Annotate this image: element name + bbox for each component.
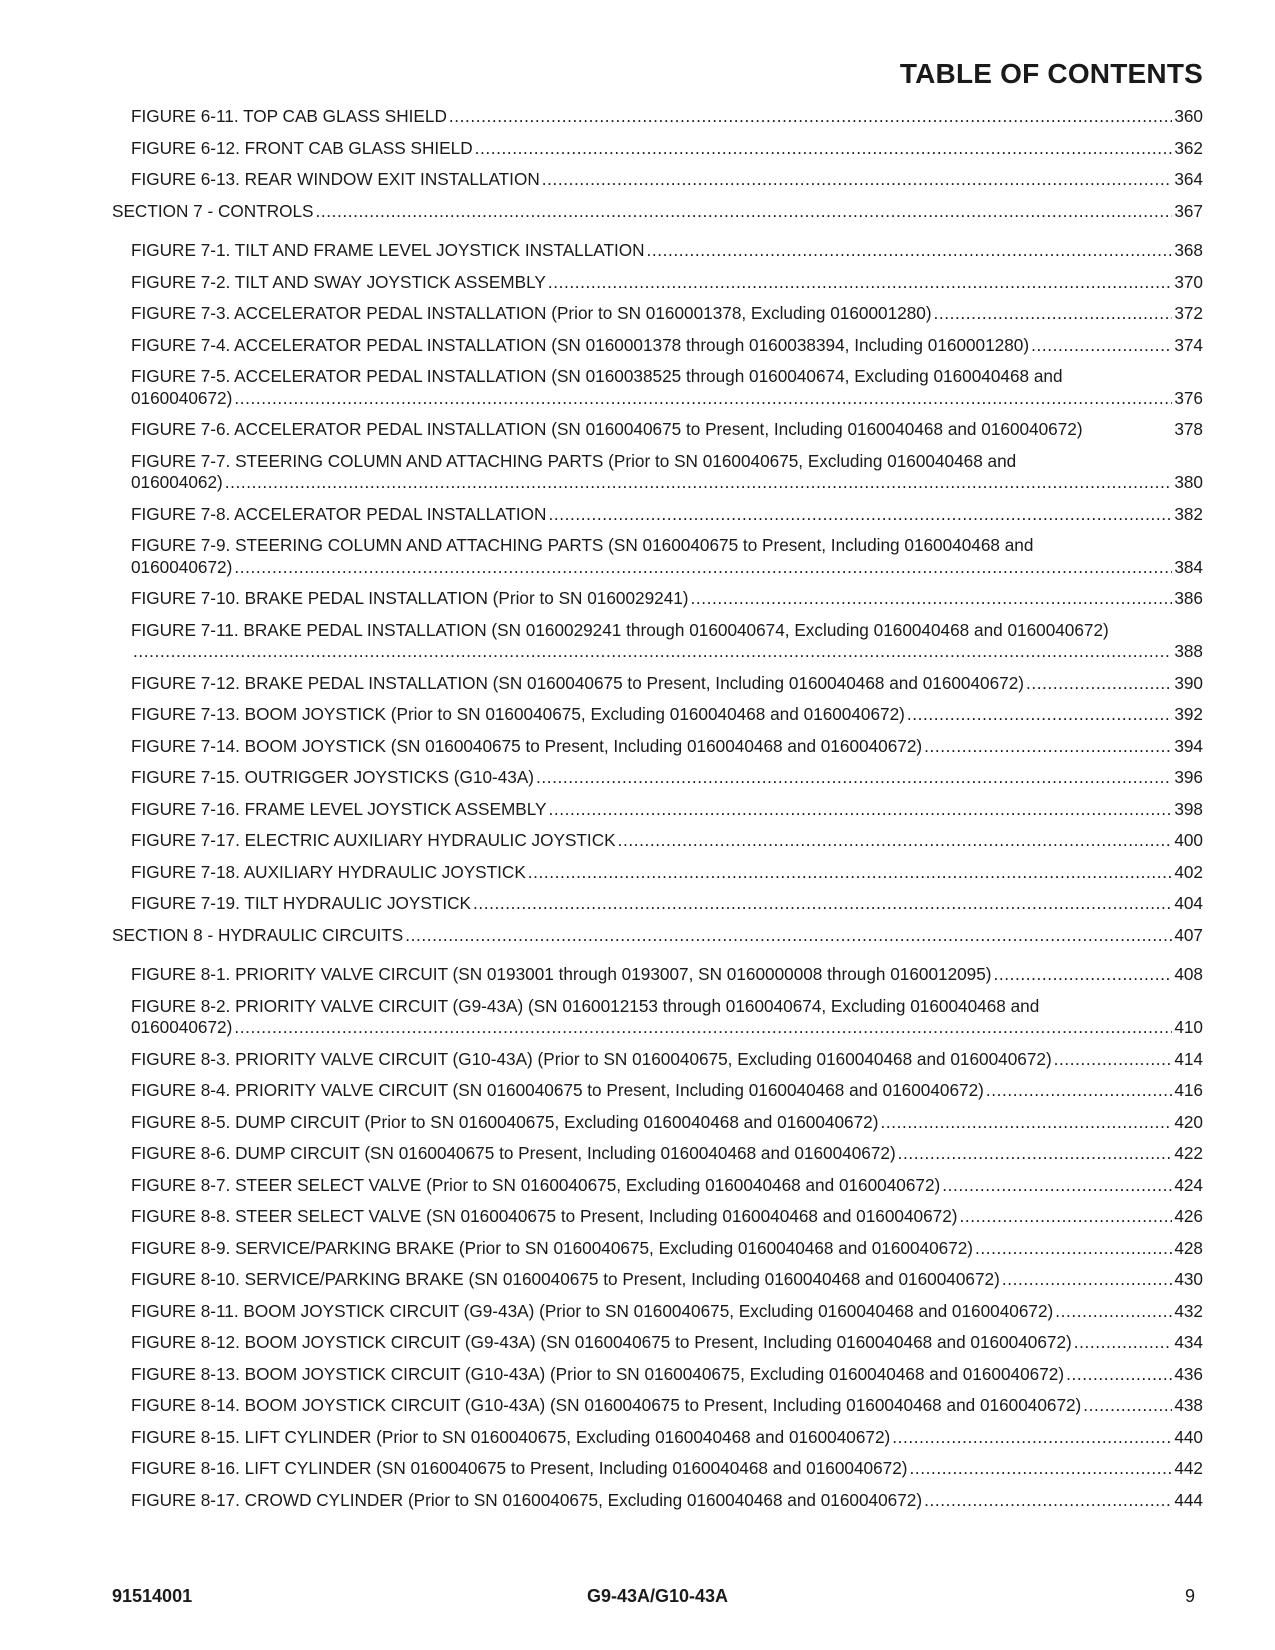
toc-entry-line [131,620,1203,642]
toc-figure-entry[interactable] [112,736,1203,758]
toc-entry-line [131,1364,1203,1386]
toc-figure-entry[interactable] [112,1458,1203,1480]
dot-leader [548,272,1172,294]
toc-entry-title: FIGURE 7-6. ACCELERATOR PEDAL INSTALLATION (SN 0160040675 to Present, Including 0160040468 and 0160040672) [131,419,1083,439]
toc-entry-title: FIGURE 8-16. LIFT CYLINDER (SN 0160040675 to Present, Including 0160040468 and 0160040672) [131,1458,908,1478]
model-name: G9-43A/G10-43A [586,1586,729,1606]
toc-page-number: 402 [1174,861,1203,882]
toc-entry-title: FIGURE 8-2. PRIORITY VALVE CIRCUIT (G9-43A) (SN 0160012153 through 0160040674, Excluding 0160040468 and [131,995,1040,1016]
toc-page-number: 414 [1174,1048,1203,1069]
toc-entry-line [131,240,1203,262]
toc-entry-title: 0160040672) [131,1017,233,1037]
toc-page-number: 364 [1174,169,1203,189]
toc-entry-title: FIGURE 6-11. TOP CAB GLASS SHIELD [131,106,447,126]
toc-page-number: 380 [1174,472,1203,492]
toc-page-number: 376 [1174,387,1203,408]
toc-entry-line [131,303,1203,325]
page-number: 9 [1184,1586,1195,1606]
toc-entry-line [131,964,1203,986]
dot-leader [234,1017,1172,1039]
toc-entry-line [131,504,1203,526]
toc-figure-entry[interactable] [112,1427,1203,1449]
toc-entry-line [131,1332,1203,1354]
toc-figure-entry[interactable] [112,272,1203,294]
toc-page-number: 420 [1174,1111,1203,1132]
dot-leader [986,1080,1172,1102]
dot-leader [225,472,1173,494]
toc-figure-entry[interactable] [112,535,1203,578]
dot-leader [234,388,1172,410]
toc-figure-entry[interactable] [112,106,1203,128]
toc-entry-title: FIGURE 8-9. SERVICE/PARKING BRAKE (Prior to SN 0160040675, Excluding 0160040468 and 0160040672) [131,1237,974,1258]
toc-entry-line [131,557,1203,579]
page-title: TABLE OF CONTENTS [899,58,1203,89]
toc-entry-title: FIGURE 8-13. BOOM JOYSTICK CIRCUIT (G10-43A) (Prior to SN 0160040675, Excluding 0160040468 and 0160040672) [131,1363,1065,1384]
toc-entry-title: FIGURE 7-3. ACCELERATOR PEDAL INSTALLATION (Prior to SN 0160001378, Excluding 0160001280) [131,303,932,323]
dot-leader [924,736,1172,758]
toc-page-number: 426 [1174,1206,1203,1226]
toc-page-number: 374 [1174,334,1203,355]
dot-leader [924,1490,1172,1512]
toc-figure-entry[interactable] [112,1049,1203,1071]
dot-leader [1002,1269,1172,1291]
table-of-contents [112,106,1203,1521]
dot-leader [449,106,1172,128]
toc-figure-entry[interactable] [112,1238,1203,1260]
dot-leader [1074,1332,1173,1354]
toc-page-number: 386 [1174,588,1203,608]
toc-page-number: 424 [1174,1174,1203,1195]
toc-page-number: 392 [1174,704,1203,724]
toc-entry-title: FIGURE 8-17. CROWD CYLINDER (Prior to SN 0160040675, Excluding 0160040468 and 0160040672) [131,1489,923,1510]
toc-entry-title: FIGURE 7-7. STEERING COLUMN AND ATTACHING PARTS (Prior to SN 0160040675, Excluding 0160040468 and [131,450,1017,471]
document-number: 91514001 [112,1586,193,1606]
toc-entry-line [131,996,1203,1018]
toc-page-number: 378 [1174,419,1203,439]
dot-leader [942,1175,1172,1197]
toc-entry-title: 016004062) [131,472,223,492]
toc-entry-line [131,1080,1203,1102]
toc-page-number: 370 [1174,271,1203,292]
dot-leader [548,504,1172,526]
toc-figure-entry[interactable] [112,1301,1203,1323]
toc-page-number: 410 [1174,1017,1203,1037]
toc-entry-line [131,535,1203,557]
toc-page-number: 444 [1174,1489,1203,1510]
toc-page-number: 407 [1174,924,1203,945]
toc-page-number: 436 [1174,1363,1203,1384]
toc-figure-entry[interactable] [112,335,1203,357]
toc-entry-title: FIGURE 8-8. STEER SELECT VALVE (SN 0160040675 to Present, Including 0160040468 and 0160040672) [131,1206,958,1226]
toc-entry-line [131,472,1203,494]
toc-entry-line [131,1490,1203,1512]
dot-leader [880,1112,1172,1134]
toc-entry-title: FIGURE 7-16. FRAME LEVEL JOYSTICK ASSEMBLY [131,798,547,819]
toc-page-number: 360 [1174,106,1203,126]
toc-page-number: 367 [1174,200,1203,221]
toc-entry-title: FIGURE 7-1. TILT AND FRAME LEVEL JOYSTICK INSTALLATION [131,240,645,260]
dot-leader [907,704,1172,726]
toc-page-number: 432 [1174,1300,1203,1321]
toc-entry-title: FIGURE 8-5. DUMP CIRCUIT (Prior to SN 0160040675, Excluding 0160040468 and 0160040672) [131,1111,879,1132]
toc-entry-title: FIGURE 8-12. BOOM JOYSTICK CIRCUIT (G9-43A) (SN 0160040675 to Present, Including 0160040468 and 0160040672) [131,1332,1072,1352]
toc-entry-title: FIGURE 7-17. ELECTRIC AUXILIARY HYDRAULIC JOYSTICK [131,830,616,850]
toc-entry-title: FIGURE 6-12. FRONT CAB GLASS SHIELD [131,137,473,158]
toc-entry-title: FIGURE 7-12. BRAKE PEDAL INSTALLATION (SN 0160040675 to Present, Including 0160040468 and 0160040672) [131,672,1025,693]
dot-leader [647,240,1173,262]
toc-figure-entry[interactable] [112,620,1203,663]
dot-leader [1083,1395,1172,1417]
dot-leader [691,588,1173,610]
toc-page-number: 430 [1174,1269,1203,1289]
toc-page-number: 396 [1174,767,1203,787]
toc-entry-title: FIGURE 7-13. BOOM JOYSTICK (Prior to SN 0160040675, Excluding 0160040468 and 0160040672) [131,704,905,724]
toc-page-number: 428 [1174,1237,1203,1258]
toc-page-number: 440 [1174,1426,1203,1447]
toc-entry-line [131,1049,1203,1071]
dot-leader [1026,673,1172,695]
dot-leader [892,1427,1172,1449]
toc-entry-line [131,366,1203,388]
toc-entry-title: 0160040672) [131,556,233,577]
toc-figure-entry[interactable] [112,1395,1203,1417]
toc-page-number: 398 [1174,798,1203,819]
dot-leader [316,201,1173,223]
dot-leader [618,830,1173,852]
dot-leader [542,169,1173,191]
toc-figure-entry[interactable] [112,862,1203,884]
dot-leader [473,893,1172,915]
toc-entry-line [131,1175,1203,1197]
dot-leader [536,767,1172,789]
toc-entry-title: FIGURE 7-9. STEERING COLUMN AND ATTACHING PARTS (SN 0160040675 to Present, Including 0160040468 and [131,535,1034,555]
toc-page-number: 416 [1174,1080,1203,1100]
toc-page-number: 362 [1174,137,1203,158]
toc-figure-entry[interactable] [112,303,1203,325]
toc-figure-entry[interactable] [112,1332,1203,1354]
toc-entry-title: FIGURE 7-18. AUXILIARY HYDRAULIC JOYSTICK [131,861,526,882]
toc-entry-title: FIGURE 7-8. ACCELERATOR PEDAL INSTALLATION [131,503,547,524]
toc-entry-line [131,138,1203,160]
toc-figure-entry[interactable] [112,1269,1203,1291]
toc-figure-entry[interactable] [112,767,1203,789]
toc-figure-entry[interactable] [112,704,1203,726]
toc-figure-entry[interactable] [112,1490,1203,1512]
dot-leader [1031,335,1172,357]
toc-figure-entry[interactable] [112,799,1203,821]
dot-leader [1066,1364,1172,1386]
dot-leader [898,1143,1173,1165]
toc-figure-entry[interactable] [112,138,1203,160]
toc-page-number: 404 [1174,893,1203,913]
toc-entry-title: FIGURE 7-19. TILT HYDRAULIC JOYSTICK [131,893,472,913]
toc-figure-entry[interactable] [112,419,1203,441]
toc-entry-title: FIGURE 8-15. LIFT CYLINDER (Prior to SN 0160040675, Excluding 0160040468 and 0160040672) [131,1426,891,1447]
toc-entry-line [131,1301,1203,1323]
toc-entry-line [131,736,1203,758]
toc-entry-line [131,419,1203,441]
toc-figure-entry[interactable] [112,451,1203,494]
toc-entry-line [131,1017,1203,1039]
toc-page-number: 422 [1174,1143,1203,1163]
toc-figure-entry[interactable] [112,673,1203,695]
toc-entry-line [112,201,1203,223]
toc-entry-line [131,1458,1203,1480]
toc-page-number: 384 [1174,556,1203,577]
toc-entry-line [131,335,1203,357]
toc-entry-line [131,641,1203,663]
toc-page-number: 372 [1174,303,1203,323]
toc-entry-line [131,673,1203,695]
toc-figure-entry[interactable] [112,588,1203,610]
toc-entry-title: FIGURE 8-7. STEER SELECT VALVE (Prior to SN 0160040675, Excluding 0160040468 and 0160040672) [131,1174,941,1195]
toc-page-number: 390 [1174,672,1203,693]
toc-entry-line [131,588,1203,610]
toc-figure-entry[interactable] [112,893,1203,915]
toc-figure-entry[interactable] [112,169,1203,191]
toc-entry-title: SECTION 8 - HYDRAULIC CIRCUITS [112,924,404,945]
dot-leader [405,925,1172,947]
toc-figure-entry[interactable] [112,504,1203,526]
toc-entry-title: FIGURE 8-6. DUMP CIRCUIT (SN 0160040675 to Present, Including 0160040468 and 0160040672) [131,1143,896,1163]
toc-entry-line [131,388,1203,410]
toc-page-number: 408 [1174,964,1203,984]
toc-entry-line [131,1143,1203,1165]
dot-leader [959,1206,1172,1228]
toc-entry-title: FIGURE 7-11. BRAKE PEDAL INSTALLATION (SN 0160029241 through 0160040674, Excluding 0160040468 and 0160040672) [131,619,1109,640]
toc-entry-title: FIGURE 8-14. BOOM JOYSTICK CIRCUIT (G10-43A) (SN 0160040675 to Present, Including 0160040468 and 0160040672) [131,1395,1082,1415]
toc-figure-entry[interactable] [112,996,1203,1039]
toc-figure-entry[interactable] [112,1112,1203,1134]
dot-leader [994,964,1173,986]
toc-page-number: 438 [1174,1395,1203,1415]
toc-entry-line [131,767,1203,789]
toc-figure-entry[interactable] [112,830,1203,852]
toc-entry-title: FIGURE 7-10. BRAKE PEDAL INSTALLATION (Prior to SN 0160029241) [131,588,689,608]
toc-entry-title: FIGURE 8-1. PRIORITY VALVE CIRCUIT (SN 0193001 through 0193007, SN 0160000008 through 0160012095) [131,964,992,984]
toc-figure-entry[interactable] [112,1364,1203,1386]
toc-entry-line [112,925,1203,947]
toc-section-entry[interactable] [112,201,1203,223]
toc-page-number: 382 [1174,503,1203,524]
dot-leader [909,1458,1172,1480]
toc-entry-title: FIGURE 8-3. PRIORITY VALVE CIRCUIT (G10-43A) (Prior to SN 0160040675, Excluding 0160040468 and 0160040672) [131,1048,1052,1069]
toc-entry-line [131,799,1203,821]
toc-entry-title: FIGURE 7-14. BOOM JOYSTICK (SN 0160040675 to Present, Including 0160040468 and 0160040672) [131,735,923,756]
toc-entry-line [131,1238,1203,1260]
dot-leader [234,557,1172,579]
toc-page-number: 368 [1174,240,1203,260]
page-footer [112,1586,1203,1610]
toc-entry-title: FIGURE 8-11. BOOM JOYSTICK CIRCUIT (G9-43A) (Prior to SN 0160040675, Excluding 0160040468 and 0160040672) [131,1300,1054,1321]
toc-figure-entry[interactable] [112,1206,1203,1228]
toc-page-number: 388 [1174,641,1203,661]
toc-entry-line [131,1427,1203,1449]
toc-entry-line [131,1112,1203,1134]
toc-entry-line [131,1269,1203,1291]
toc-page-number: 394 [1174,735,1203,756]
toc-figure-entry[interactable] [112,240,1203,262]
toc-entry-title: FIGURE 7-4. ACCELERATOR PEDAL INSTALLATION (SN 0160001378 through 0160038394, Including 0160001280) [131,334,1030,355]
toc-entry-line [131,862,1203,884]
toc-entry-line [131,272,1203,294]
toc-entry-title: 0160040672) [131,387,233,408]
toc-section-entry[interactable] [112,925,1203,947]
toc-entry-line [131,830,1203,852]
toc-page-number: 400 [1174,830,1203,850]
toc-figure-entry[interactable] [112,1175,1203,1197]
dot-leader [475,138,1173,160]
toc-entry-title: FIGURE 7-5. ACCELERATOR PEDAL INSTALLATION (SN 0160038525 through 0160040674, Excluding 0160040468 and [131,366,1063,386]
toc-entry-line [131,893,1203,915]
toc-entry-line [131,704,1203,726]
toc-figure-entry[interactable] [112,1143,1203,1165]
toc-entry-line [131,169,1203,191]
dot-leader [1055,1301,1172,1323]
toc-page-number: 434 [1174,1332,1203,1352]
toc-entry-title: FIGURE 6-13. REAR WINDOW EXIT INSTALLATION [131,169,540,189]
toc-entry-line [131,106,1203,128]
toc-entry-line [131,451,1203,473]
toc-page-number: 442 [1174,1458,1203,1478]
toc-figure-entry[interactable] [112,964,1203,986]
dot-leader [528,862,1173,884]
toc-entry-title: FIGURE 7-2. TILT AND SWAY JOYSTICK ASSEMBLY [131,271,546,292]
toc-entry-line [131,1206,1203,1228]
dot-leader [975,1238,1172,1260]
dot-leader [934,303,1173,325]
toc-figure-entry[interactable] [112,1080,1203,1102]
toc-entry-title: FIGURE 7-15. OUTRIGGER JOYSTICKS (G10-43A) [131,767,535,787]
toc-entry-title: FIGURE 8-4. PRIORITY VALVE CIRCUIT (SN 0160040675 to Present, Including 0160040468 and 0160040672) [131,1080,984,1100]
toc-entry-title: SECTION 7 - CONTROLS [112,200,314,221]
dot-leader [1054,1049,1173,1071]
toc-figure-entry[interactable] [112,366,1203,409]
toc-entry-title: FIGURE 8-10. SERVICE/PARKING BRAKE (SN 0160040675 to Present, Including 0160040468 and 0160040672) [131,1269,1000,1289]
toc-entry-line [131,1395,1203,1417]
dot-leader [133,641,1172,663]
dot-leader [549,799,1173,821]
